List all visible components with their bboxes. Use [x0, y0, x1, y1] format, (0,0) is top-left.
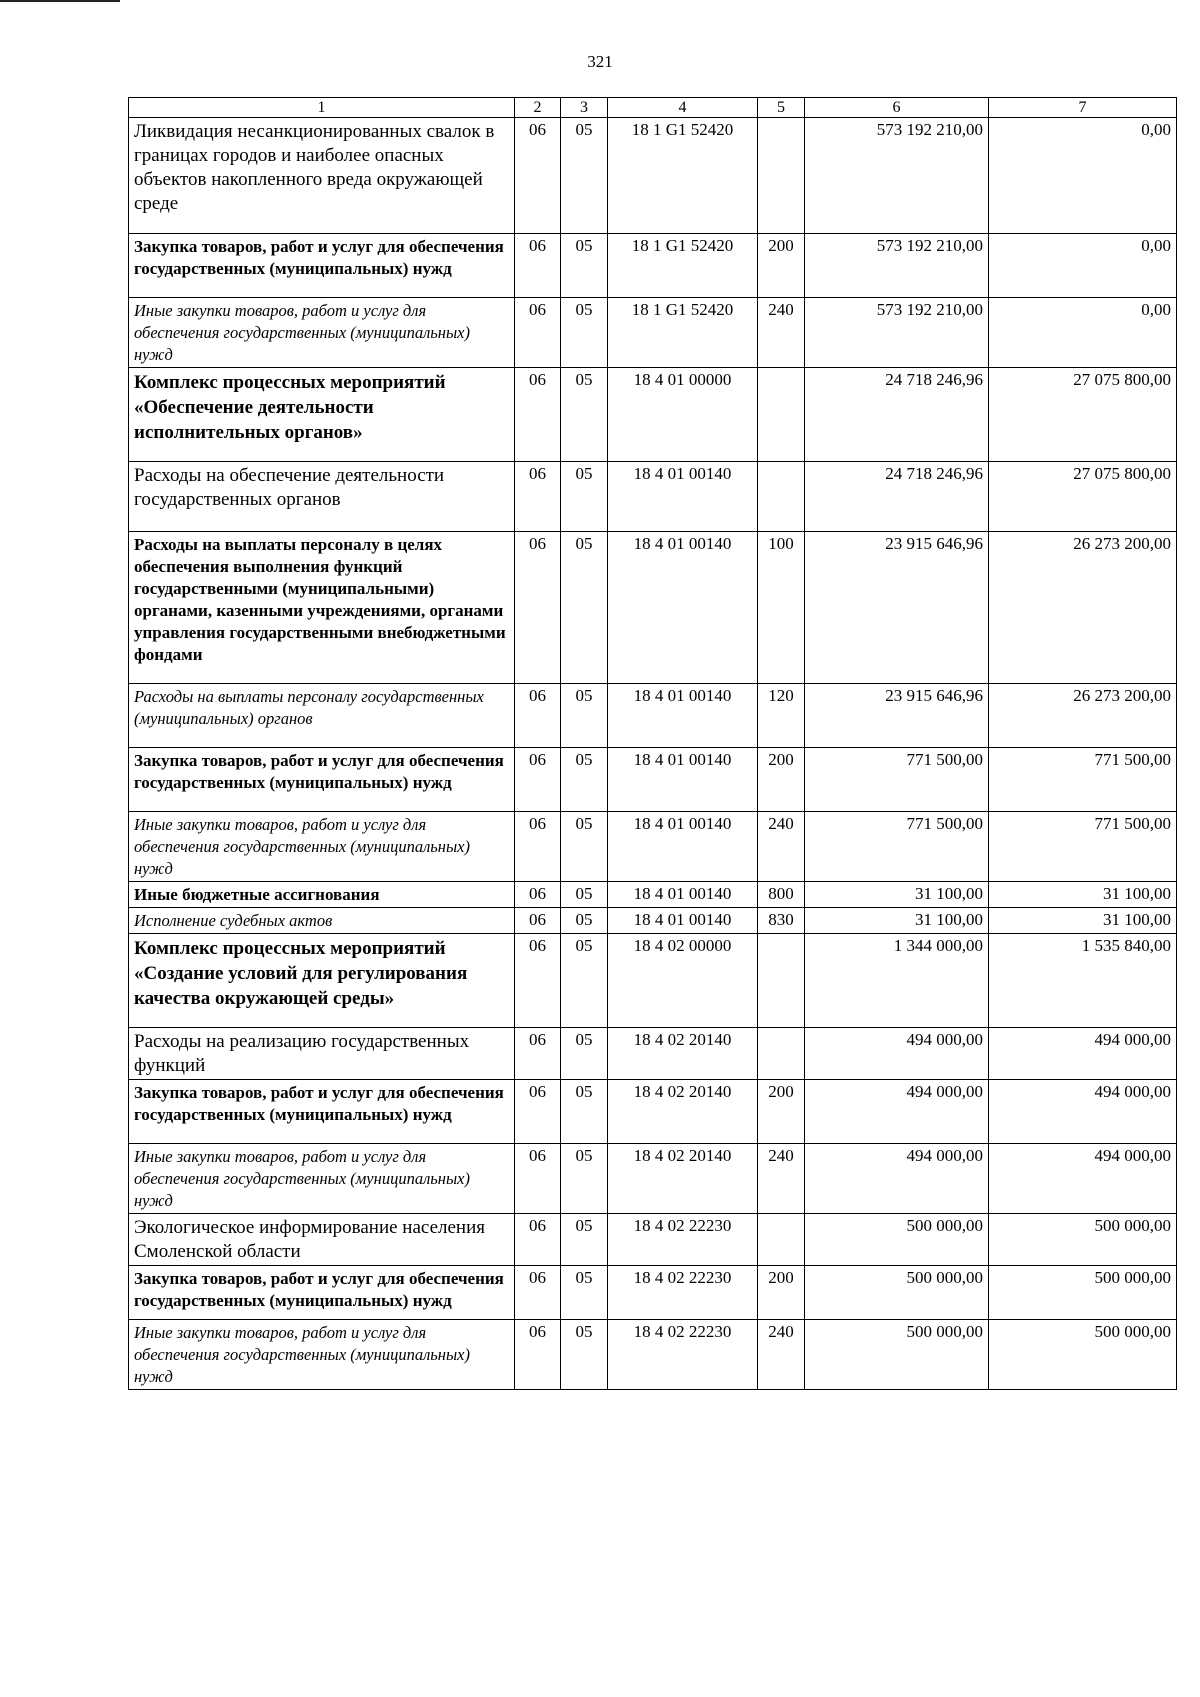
row-target-article: 18 4 01 00140: [608, 532, 758, 684]
row-expense-type: [758, 934, 805, 1028]
row-subsection-code: 05: [561, 934, 608, 1028]
row-section-code: 06: [515, 1320, 561, 1390]
row-section-code: 06: [515, 234, 561, 298]
table-row: [129, 118, 1177, 234]
row-target-article: 18 4 01 00140: [608, 908, 758, 934]
row-target-article: 18 4 02 00000: [608, 934, 758, 1028]
row-section-code: 06: [515, 748, 561, 812]
row-name: Комплекс процессных мероприятий «Обеспечение деятельности исполнительных органов»: [129, 368, 515, 462]
row-name: Закупка товаров, работ и услуг для обеспечения государственных (муниципальных) нужд: [129, 234, 515, 298]
row-amount-year-2: 31 100,00: [989, 882, 1177, 908]
row-section-code: 06: [515, 1144, 561, 1214]
row-target-article: 18 1 G1 52420: [608, 298, 758, 368]
row-amount-year-1: 494 000,00: [805, 1080, 989, 1144]
table-row: [129, 934, 1177, 1028]
row-subsection-code: 05: [561, 882, 608, 908]
row-section-code: 06: [515, 882, 561, 908]
row-section-code: 06: [515, 298, 561, 368]
row-target-article: 18 4 02 20140: [608, 1144, 758, 1214]
row-target-article: 18 4 01 00140: [608, 812, 758, 882]
row-amount-year-1: 500 000,00: [805, 1214, 989, 1266]
row-amount-year-2: 27 075 800,00: [989, 462, 1177, 532]
table-row: [129, 1214, 1177, 1266]
row-section-code: 06: [515, 812, 561, 882]
row-subsection-code: 05: [561, 812, 608, 882]
row-amount-year-1: 494 000,00: [805, 1028, 989, 1080]
row-name: Расходы на выплаты персоналу в целях обеспечения выполнения функций государственными (муниципальными) органами, казенными учреждениями, органами управления государственными внебюджетными фондами: [129, 532, 515, 684]
row-expense-type: 120: [758, 684, 805, 748]
table-row: [129, 812, 1177, 882]
row-expense-type: 200: [758, 1266, 805, 1320]
row-name: Расходы на реализацию государственных функций: [129, 1028, 515, 1080]
row-amount-year-1: 500 000,00: [805, 1266, 989, 1320]
row-name: Иные закупки товаров, работ и услуг для обеспечения государственных (муниципальных) нужд: [129, 1320, 515, 1390]
header-col-2: 2: [515, 98, 561, 118]
scan-edge-mark: [0, 0, 120, 2]
row-subsection-code: 05: [561, 1028, 608, 1080]
table-row: [129, 462, 1177, 532]
row-subsection-code: 05: [561, 532, 608, 684]
row-amount-year-2: 500 000,00: [989, 1214, 1177, 1266]
row-target-article: 18 4 01 00000: [608, 368, 758, 462]
table-row: [129, 234, 1177, 298]
row-subsection-code: 05: [561, 748, 608, 812]
header-col-5: 5: [758, 98, 805, 118]
row-name: Исполнение судебных актов: [129, 908, 515, 934]
row-section-code: 06: [515, 1028, 561, 1080]
row-section-code: 06: [515, 1214, 561, 1266]
row-expense-type: [758, 462, 805, 532]
row-amount-year-1: 573 192 210,00: [805, 118, 989, 234]
row-expense-type: 240: [758, 1320, 805, 1390]
row-expense-type: 100: [758, 532, 805, 684]
row-amount-year-2: 500 000,00: [989, 1266, 1177, 1320]
row-target-article: 18 1 G1 52420: [608, 118, 758, 234]
row-name: Расходы на обеспечение деятельности государственных органов: [129, 462, 515, 532]
row-expense-type: [758, 368, 805, 462]
row-section-code: 06: [515, 532, 561, 684]
header-col-3: 3: [561, 98, 608, 118]
row-target-article: 18 4 02 22230: [608, 1320, 758, 1390]
row-target-article: 18 4 02 20140: [608, 1028, 758, 1080]
row-section-code: 06: [515, 368, 561, 462]
row-amount-year-1: 24 718 246,96: [805, 462, 989, 532]
row-expense-type: 200: [758, 234, 805, 298]
row-name: Закупка товаров, работ и услуг для обеспечения государственных (муниципальных) нужд: [129, 748, 515, 812]
row-amount-year-2: 494 000,00: [989, 1144, 1177, 1214]
row-amount-year-1: 31 100,00: [805, 882, 989, 908]
row-expense-type: 240: [758, 812, 805, 882]
row-name: Иные бюджетные ассигнования: [129, 882, 515, 908]
row-amount-year-1: 573 192 210,00: [805, 298, 989, 368]
row-subsection-code: 05: [561, 1320, 608, 1390]
row-section-code: 06: [515, 462, 561, 532]
table-row: [129, 1266, 1177, 1320]
table-row: [129, 882, 1177, 908]
row-amount-year-1: 573 192 210,00: [805, 234, 989, 298]
row-amount-year-2: 0,00: [989, 118, 1177, 234]
row-subsection-code: 05: [561, 118, 608, 234]
row-amount-year-1: 31 100,00: [805, 908, 989, 934]
row-amount-year-2: 494 000,00: [989, 1028, 1177, 1080]
row-amount-year-1: 24 718 246,96: [805, 368, 989, 462]
row-name: Закупка товаров, работ и услуг для обеспечения государственных (муниципальных) нужд: [129, 1080, 515, 1144]
header-col-4: 4: [608, 98, 758, 118]
row-amount-year-2: 0,00: [989, 298, 1177, 368]
table-row: [129, 1028, 1177, 1080]
row-section-code: 06: [515, 934, 561, 1028]
row-target-article: 18 4 02 20140: [608, 1080, 758, 1144]
row-section-code: 06: [515, 1266, 561, 1320]
page-number: 321: [587, 52, 613, 71]
table-body: [129, 118, 1177, 1390]
row-expense-type: 240: [758, 1144, 805, 1214]
row-amount-year-1: 494 000,00: [805, 1144, 989, 1214]
row-expense-type: 800: [758, 882, 805, 908]
table-row: [129, 1144, 1177, 1214]
table-row: [129, 1080, 1177, 1144]
table-row: [129, 908, 1177, 934]
row-name: Иные закупки товаров, работ и услуг для обеспечения государственных (муниципальных) нужд: [129, 298, 515, 368]
row-expense-type: [758, 118, 805, 234]
header-col-6: 6: [805, 98, 989, 118]
row-expense-type: [758, 1214, 805, 1266]
row-target-article: 18 1 G1 52420: [608, 234, 758, 298]
table-row: [129, 368, 1177, 462]
row-name: Расходы на выплаты персоналу государственных (муниципальных) органов: [129, 684, 515, 748]
row-target-article: 18 4 01 00140: [608, 748, 758, 812]
row-section-code: 06: [515, 1080, 561, 1144]
row-amount-year-1: 500 000,00: [805, 1320, 989, 1390]
row-target-article: 18 4 01 00140: [608, 882, 758, 908]
row-name: Иные закупки товаров, работ и услуг для обеспечения государственных (муниципальных) нужд: [129, 1144, 515, 1214]
row-amount-year-2: 1 535 840,00: [989, 934, 1177, 1028]
row-subsection-code: 05: [561, 368, 608, 462]
table-row: [129, 684, 1177, 748]
row-subsection-code: 05: [561, 1144, 608, 1214]
row-amount-year-2: 494 000,00: [989, 1080, 1177, 1144]
row-amount-year-1: 771 500,00: [805, 812, 989, 882]
row-subsection-code: 05: [561, 908, 608, 934]
row-target-article: 18 4 02 22230: [608, 1266, 758, 1320]
row-expense-type: 240: [758, 298, 805, 368]
row-amount-year-1: 771 500,00: [805, 748, 989, 812]
row-amount-year-2: 500 000,00: [989, 1320, 1177, 1390]
table-row: [129, 748, 1177, 812]
row-target-article: 18 4 01 00140: [608, 684, 758, 748]
header-col-1: 1: [129, 98, 515, 118]
budget-table: [128, 97, 1177, 1390]
row-subsection-code: 05: [561, 234, 608, 298]
row-amount-year-1: 1 344 000,00: [805, 934, 989, 1028]
row-target-article: 18 4 02 22230: [608, 1214, 758, 1266]
row-amount-year-2: 771 500,00: [989, 812, 1177, 882]
row-amount-year-2: 31 100,00: [989, 908, 1177, 934]
row-amount-year-2: 26 273 200,00: [989, 532, 1177, 684]
row-amount-year-1: 23 915 646,96: [805, 532, 989, 684]
header-col-7: 7: [989, 98, 1177, 118]
row-expense-type: 200: [758, 1080, 805, 1144]
row-amount-year-1: 23 915 646,96: [805, 684, 989, 748]
row-name: Экологическое информирование населения Смоленской области: [129, 1214, 515, 1266]
row-subsection-code: 05: [561, 1266, 608, 1320]
row-amount-year-2: 0,00: [989, 234, 1177, 298]
row-subsection-code: 05: [561, 298, 608, 368]
row-amount-year-2: 27 075 800,00: [989, 368, 1177, 462]
row-section-code: 06: [515, 684, 561, 748]
row-name: Иные закупки товаров, работ и услуг для обеспечения государственных (муниципальных) нужд: [129, 812, 515, 882]
row-name: Ликвидация несанкционированных свалок в границах городов и наиболее опасных объектов накопленного вреда окружающей среде: [129, 118, 515, 234]
table-row: [129, 298, 1177, 368]
row-amount-year-2: 771 500,00: [989, 748, 1177, 812]
row-expense-type: [758, 1028, 805, 1080]
row-subsection-code: 05: [561, 1214, 608, 1266]
row-subsection-code: 05: [561, 1080, 608, 1144]
row-section-code: 06: [515, 908, 561, 934]
row-subsection-code: 05: [561, 462, 608, 532]
table-row: [129, 1320, 1177, 1390]
table-row: [129, 532, 1177, 684]
row-subsection-code: 05: [561, 684, 608, 748]
row-expense-type: 830: [758, 908, 805, 934]
row-name: Комплекс процессных мероприятий «Создание условий для регулирования качества окружающей среды»: [129, 934, 515, 1028]
row-amount-year-2: 26 273 200,00: [989, 684, 1177, 748]
row-name: Закупка товаров, работ и услуг для обеспечения государственных (муниципальных) нужд: [129, 1266, 515, 1320]
row-expense-type: 200: [758, 748, 805, 812]
row-section-code: 06: [515, 118, 561, 234]
table-header-row: [129, 98, 1177, 118]
row-target-article: 18 4 01 00140: [608, 462, 758, 532]
